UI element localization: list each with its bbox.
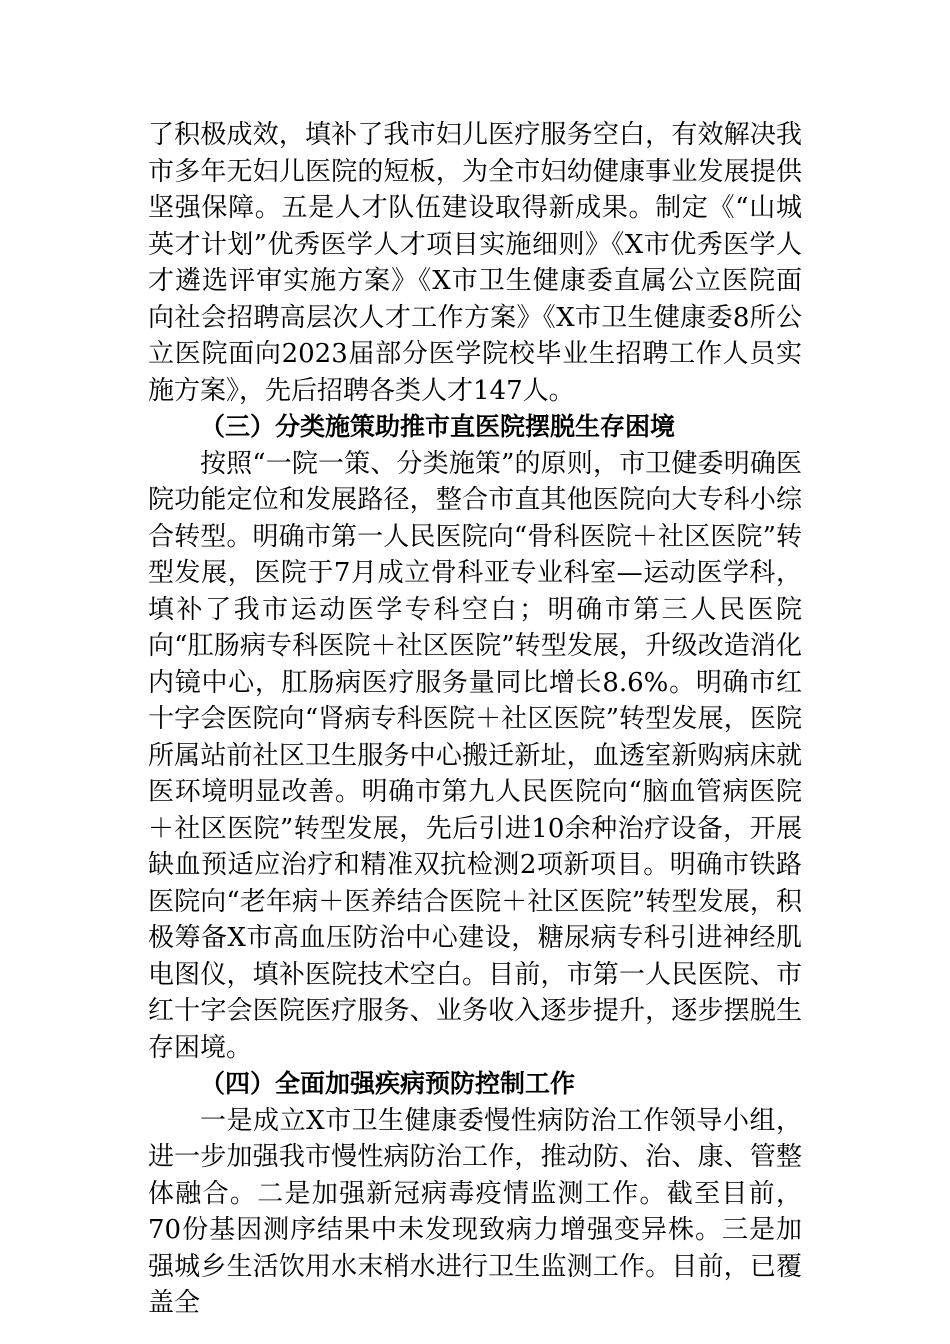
paragraph-talent-results: 了积极成效，填补了我市妇儿医疗服务空白，有效解决我市多年无妇儿医院的短板，为全市妇幼健康事业发展提供坚强保障。五是人才队伍建设取得新成果。制定《“山城英才计划”优秀医学人才项目实施细则》《X市优秀医学人才遴选评审实施方案》《X市卫生健康委直属公立医院面向社会招聘高层次人才工作方案》《X市卫生健康委8所公立医院面向2023届部分医学院校毕业生招聘工作人员实施方案》，先后招聘各类人才147人。: [148, 120, 802, 406]
section-heading-4: （四）全面加强疾病预防控制工作: [200, 1069, 576, 1098]
paragraph-disease-control: 一是成立X市卫生健康委慢性病防治工作领导小组，进一步加强我市慢性病防治工作，推动防、治、康、管整体融合。二是加强新冠病毒疫情监测工作。截至目前，70份基因测序结果中未发现致病力增强变异株。三是加强城乡生活饮用水末梢水进行卫生监测工作。目前，已覆盖全: [148, 1105, 802, 1318]
paragraph-hospital-transformation: 按照“一院一策、分类施策”的原则，市卫健委明确医院功能定位和发展路径，整合市直其他医院向大专科小综合转型。明确市第一人民医院向“骨科医院＋社区医院”转型发展，医院于7月成立骨科亚专业科室—运动医学科，填补了我市运动医学专科空白；明确市第三人民医院向“肛肠病专科医院＋社区医院”转型发展，升级改造消化内镜中心，肛肠病医疗服务量同比增长8.6%。明确市红十字会医院向“肾病专科医院＋社区医院”转型发展，医院所属站前社区卫生服务中心搬迁新址，血透室新购病床就医环境明显改善。明确市第九人民医院向“脑血管病医院＋社区医院”转型发展，先后引进10余种治疗设备，开展缺血预适应治疗和精准双抗检测2项新项目。明确市铁路医院向“老年病＋医养结合医院＋社区医院”转型发展，积极筹备X市高血压防治中心建设，糖尿病专科引进神经肌电图仪，填补医院技术空白。目前，市第一人民医院、市红十字会医院医疗服务、业务收入逐步提升，逐步摆脱生存困境。: [148, 448, 802, 1063]
section-heading-3: （三）分类施策助推市直医院摆脱生存困境: [200, 412, 676, 441]
document-page: [148, 117, 802, 1322]
